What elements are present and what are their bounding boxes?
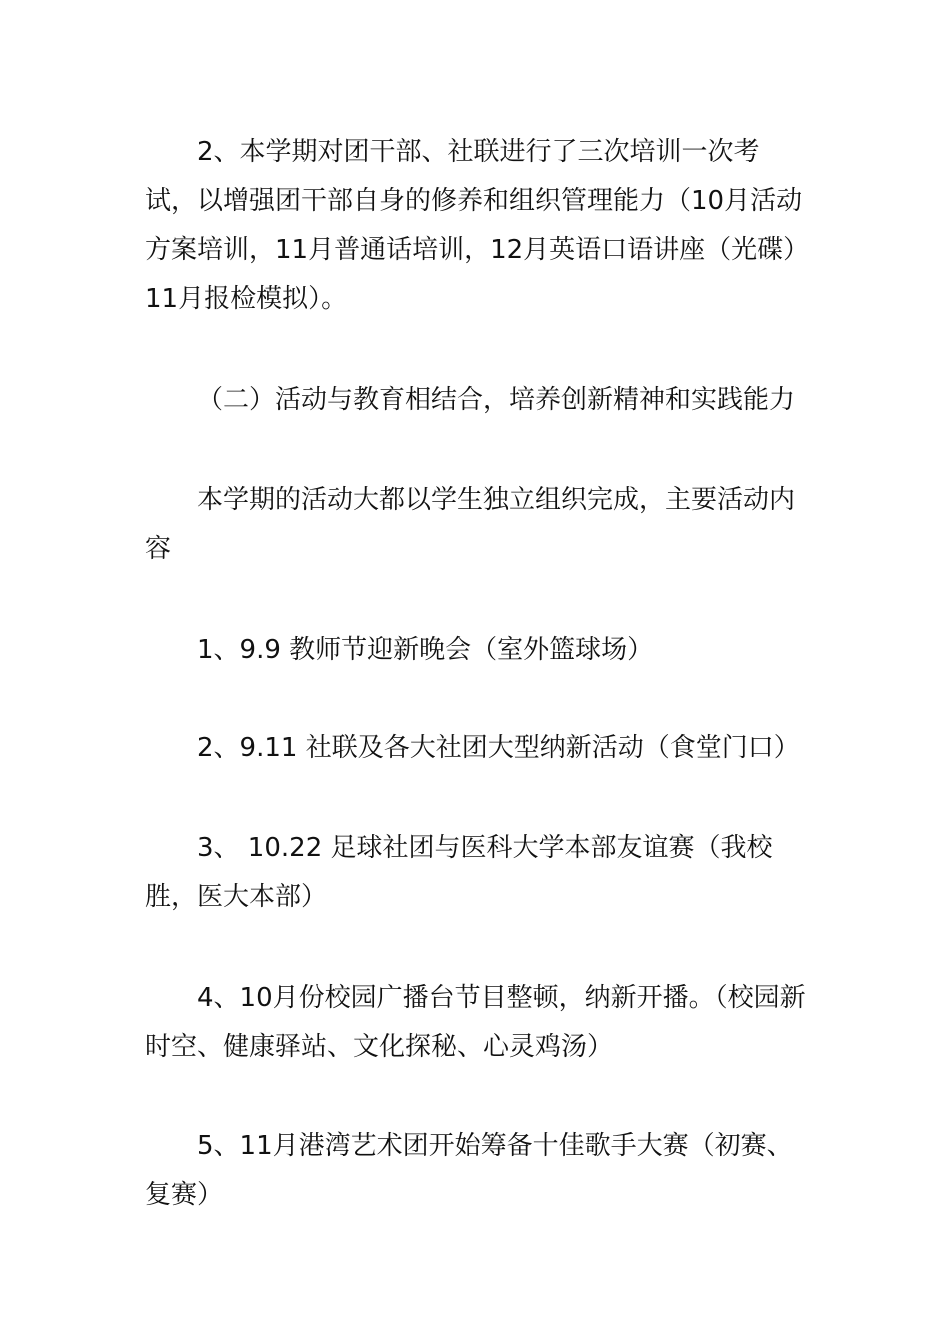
list-item-football-match: 3、 10.22 足球社团与医科大学本部友谊赛（我校胜，医大本部） xyxy=(145,833,773,912)
paragraph-training: 2、本学期对团干部、社联进行了三次培训一次考试，以增强团干部自身的修养和组织管理能力（10月活动方案培训，11月普通话培训，12月英语口语讲座（光碟）11月报检模拟）。 xyxy=(145,137,810,314)
list-item-club-recruitment: 2、9.11 社联及各大社团大型纳新活动（食堂门口） xyxy=(197,733,800,763)
list-item-campus-radio: 4、10月份校园广播台节目整顿，纳新开播。（校园新时空、健康驿站、文化探秘、心灵鸡汤） xyxy=(145,983,806,1062)
section-heading-activities-education: （二）活动与教育相结合，培养创新精神和实践能力 xyxy=(197,385,796,415)
list-item-singer-contest: 5、11月港湾艺术团开始筹备十佳歌手大赛（初赛、复赛） xyxy=(145,1131,793,1210)
paragraph-activities-intro: 本学期的活动大都以学生独立组织完成，主要活动内容 xyxy=(145,485,796,564)
list-item-teachers-day-gala: 1、9.9 教师节迎新晚会（室外篮球场） xyxy=(197,635,654,665)
